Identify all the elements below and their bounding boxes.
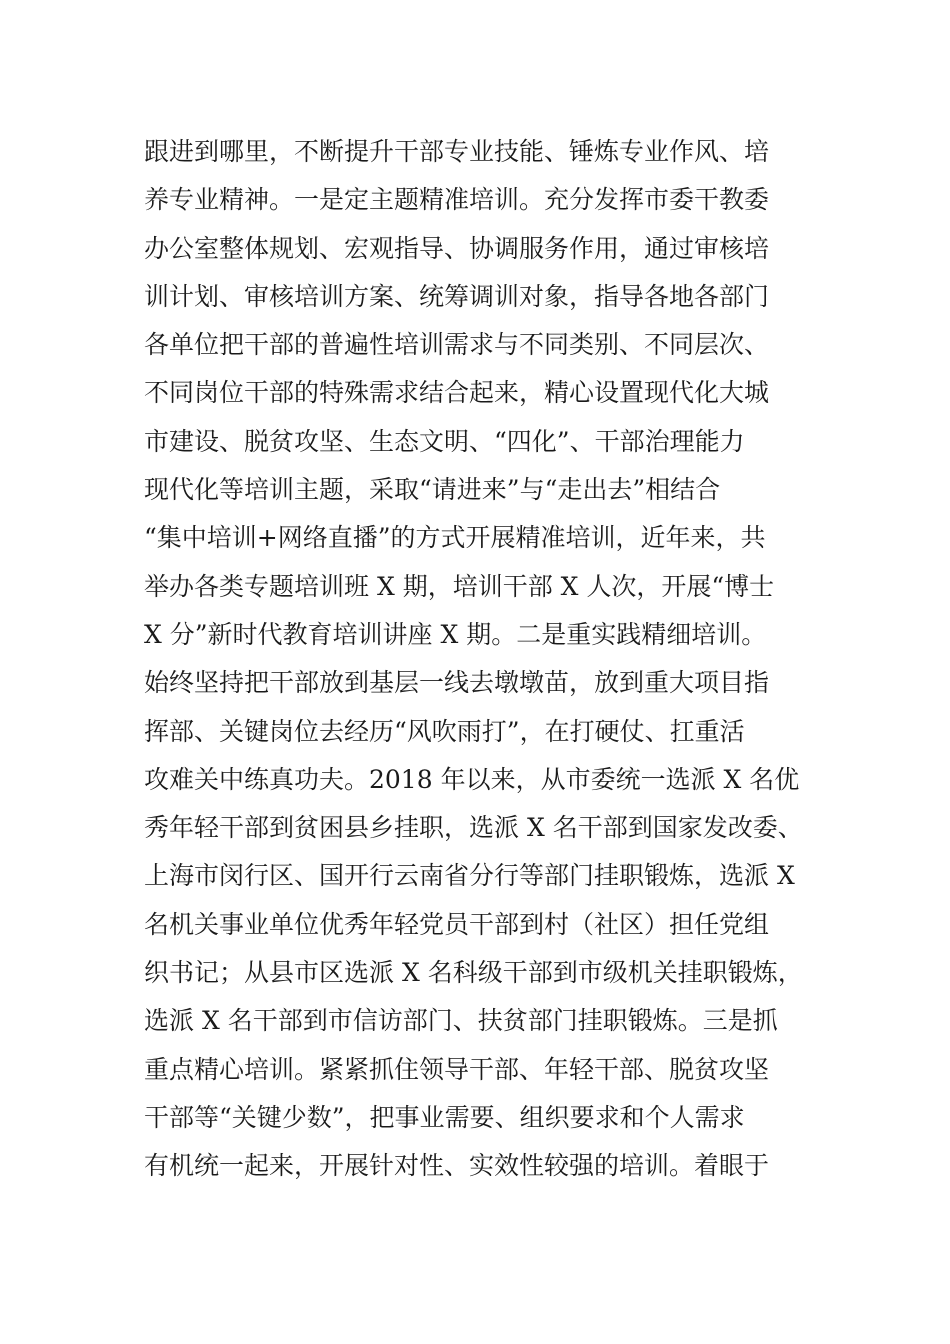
text-line-11: X 分”新时代教育培训讲座 X 期。二是重实践精细培训。 [144, 619, 767, 649]
text-line-13: 挥部、关键岗位去经历“风吹雨打”，在打硬仗、扛重活 [144, 716, 745, 746]
text-line-21: 干部等“关键少数”，把事业需要、组织要求和个人需求 [144, 1102, 745, 1132]
text-line-3: 办公室整体规划、宏观指导、协调服务作用，通过审核培 [144, 233, 770, 263]
text-line-2: 养专业精神。一是定主题精准培训。充分发挥市委干教委 [144, 185, 770, 215]
text-line-16: 上海市闵行区、国开行云南省分行等部门挂职锻炼，选派 X [144, 861, 795, 891]
body-text [144, 128, 824, 1191]
text-line-15: 秀年轻干部到贫困县乡挂职，选派 X 名干部到国家发改委、 [144, 813, 803, 843]
text-line-6: 不同岗位干部的特殊需求结合起来，精心设置现代化大城 [144, 378, 770, 408]
text-line-5: 各单位把干部的普遍性培训需求与不同类别、不同层次、 [144, 330, 770, 360]
text-line-22: 有机统一起来，开展针对性、实效性较强的培训。着眼于 [144, 1151, 770, 1181]
text-line-4: 训计划、审核培训方案、统筹调训对象，指导各地各部门 [144, 281, 770, 311]
text-line-12: 始终坚持把干部放到基层一线去墩墩苗，放到重大项目指 [144, 668, 770, 698]
text-line-1: 跟进到哪里，不断提升干部专业技能、锤炼专业作风、培 [144, 137, 770, 166]
text-line-14: 攻难关中练真功夫。2018 年以来，从市委统一选派 X 名优 [144, 764, 800, 794]
text-line-20: 重点精心培训。紧紧抓住领导干部、年轻干部、脱贫攻坚 [144, 1054, 770, 1084]
text-line-19: 选派 X 名干部到市信访部门、扶贫部门挂职锻炼。三是抓 [144, 1006, 778, 1036]
text-line-17: 名机关事业单位优秀年轻党员干部到村（社区）担任党组 [144, 909, 770, 939]
text-line-10: 举办各类专题培训班 X 期，培训干部 X 人次，开展“博士 [144, 571, 775, 601]
text-line-8: 现代化等培训主题，采取“请进来”与“走出去”相结合 [144, 475, 721, 505]
text-line-18: 织书记；从县市区选派 X 名科级干部到市级机关挂职锻炼， [144, 958, 803, 988]
text-line-9: “集中培训+网络直播”的方式开展精准培训，近年来，共 [144, 523, 766, 553]
text-line-7: 市建设、脱贫攻坚、生态文明、“四化”、干部治理能力 [144, 426, 745, 456]
